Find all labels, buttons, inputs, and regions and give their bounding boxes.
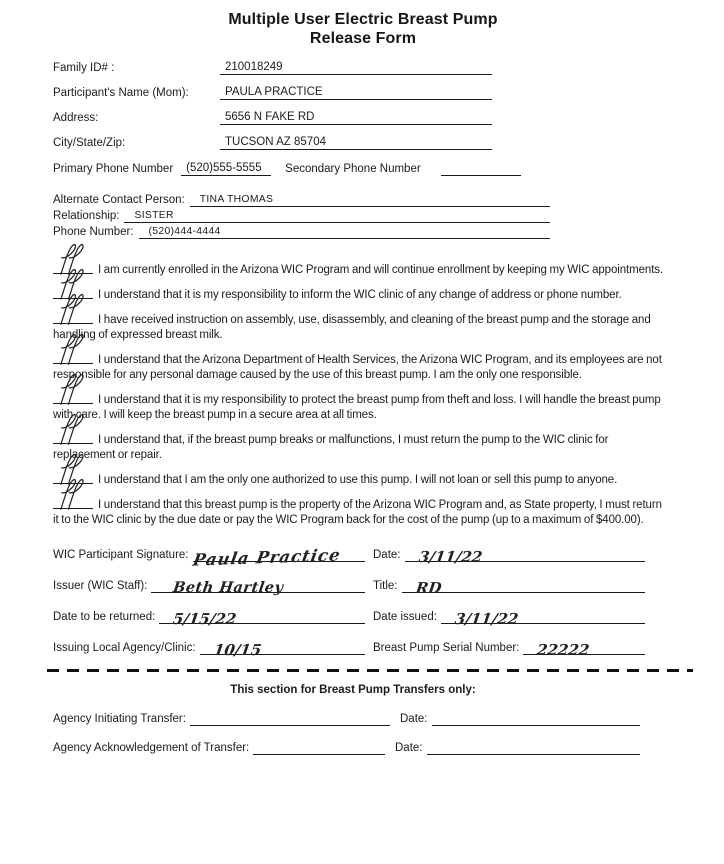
serial-number-value: 22222 xyxy=(536,641,591,659)
family-id-label: Family ID# : xyxy=(53,62,115,74)
title-value: RD xyxy=(414,579,443,597)
city-state-zip-row xyxy=(53,135,724,150)
transfer-date-field xyxy=(432,712,641,726)
participant-initials-mark xyxy=(55,372,87,406)
agency-initiating-label: Agency Initiating Transfer: xyxy=(53,713,186,725)
agency-acknowledgement-label: Agency Acknowledgement of Transfer: xyxy=(53,742,250,754)
date-to-be-returned-label: Date to be returned: xyxy=(53,611,156,623)
family-id-field xyxy=(220,60,492,75)
participant-info-section xyxy=(53,60,724,150)
clause-text: I understand that it is my responsibility to protect the breast pump from theft and loss. I will handle the breast pump with care. I will keep the breast pump in a secure area at all times. xyxy=(53,394,661,421)
signature-date-row xyxy=(53,545,645,570)
clause-liability xyxy=(53,353,670,383)
alt-phone-field xyxy=(139,226,550,239)
initials-line xyxy=(53,402,93,404)
issuer-title-row xyxy=(53,579,645,597)
return-issued-row xyxy=(53,610,645,628)
participant-initials-mark xyxy=(55,332,87,366)
participant-name-label: Participant's Name (Mom): xyxy=(53,87,189,99)
title-field xyxy=(402,579,646,597)
date-to-be-returned-value: 5/15/22 xyxy=(172,610,238,628)
issuer-value: Beth Hartley xyxy=(172,579,285,596)
secondary-phone-label: Secondary Phone Number xyxy=(285,163,421,175)
alternate-contact-label: Alternate Contact Person: xyxy=(53,194,185,206)
participant-initials-mark xyxy=(55,477,87,511)
participant-signature-value: Paula Practice xyxy=(190,545,342,570)
alternate-contact-value: TINA THOMAS xyxy=(199,194,274,205)
initials-line xyxy=(53,507,93,509)
participant-name-field xyxy=(220,85,492,100)
clause-text: I understand that it is my responsibility to inform the WIC clinic of any change of address or phone number. xyxy=(98,289,622,301)
agency-serial-row xyxy=(53,641,645,659)
clause-state-property xyxy=(53,498,670,528)
initials-line xyxy=(53,442,93,444)
address-label: Address: xyxy=(53,112,99,124)
clause-text: I have received instruction on assembly, use, disassembly, and cleaning of the breast pump and the storage and handling of expressed breast milk. xyxy=(53,314,651,341)
clause-instruction-received xyxy=(53,313,670,343)
dashed-divider xyxy=(47,669,693,672)
date-field xyxy=(405,548,646,566)
participant-name-value: PAULA PRACTICE xyxy=(225,86,323,98)
clause-sole-user xyxy=(53,473,670,488)
participant-initials-mark xyxy=(55,292,87,326)
transfer-section xyxy=(53,712,640,755)
issuing-agency-value: 10/15 xyxy=(212,641,263,659)
relationship-field xyxy=(124,210,550,223)
clause-theft-loss xyxy=(53,393,670,423)
alternate-contact-field xyxy=(190,194,550,207)
alternate-contact-section xyxy=(53,193,550,239)
transfer-section-heading: This section for Breast Pump Transfers only: xyxy=(230,684,476,696)
clause-malfunction xyxy=(53,433,670,463)
address-field xyxy=(220,110,492,125)
date-to-be-returned-field xyxy=(159,610,365,628)
city-state-zip-value: TUCSON AZ 85704 xyxy=(225,136,326,148)
agency-acknowledgement-row xyxy=(53,741,640,755)
serial-number-field xyxy=(523,641,645,659)
issuing-agency-label: Issuing Local Agency/Clinic: xyxy=(53,642,196,654)
agreement-clauses-section xyxy=(53,263,670,528)
date-issued-field xyxy=(441,610,645,628)
form-title-line1: Multiple User Electric Breast Pump xyxy=(228,11,498,28)
city-state-zip-label: City/State/Zip: xyxy=(53,137,126,149)
participant-name-row xyxy=(53,85,724,100)
alt-phone-row xyxy=(53,225,550,239)
address-value: 5656 N FAKE RD xyxy=(225,111,315,123)
clause-text: I understand that this breast pump is the property of the Arizona WIC Program and, as State property, I must return it to the WIC clinic by the due date or pay the WIC Program back for the cost of the pump (up to a maximum of $400.00). xyxy=(53,499,662,526)
primary-phone-label: Primary Phone Number xyxy=(53,163,174,175)
clause-address-change xyxy=(53,288,670,303)
issuer-label: Issuer (WIC Staff): xyxy=(53,580,148,592)
participant-initials-mark xyxy=(55,412,87,446)
date-label: Date: xyxy=(373,549,401,561)
clause-text: I understand that, if the breast pump breaks or malfunctions, I must return the pump to the WIC clinic for replacement or repair. xyxy=(53,434,609,461)
primary-phone-field xyxy=(181,161,271,176)
relationship-label: Relationship: xyxy=(53,210,120,222)
form-title-line2: Release Form xyxy=(309,30,417,47)
phone-numbers-row xyxy=(53,161,724,176)
serial-number-label: Breast Pump Serial Number: xyxy=(373,642,520,654)
alt-phone-value: (520)444-4444 xyxy=(148,226,221,237)
participant-signature-field xyxy=(190,545,365,570)
title-label: Title: xyxy=(373,580,398,592)
relationship-row xyxy=(53,209,550,223)
issuer-field xyxy=(151,579,365,596)
initials-line xyxy=(53,362,93,364)
ack-date-label: Date: xyxy=(395,742,423,754)
clause-text: I understand that the Arizona Department of Health Services, the Arizona WIC Program, and its employees are not responsible for any personal damage caused by the use of this breast pump. I am the only one responsible. xyxy=(53,354,662,381)
initials-line xyxy=(53,322,93,324)
form-title xyxy=(53,10,673,48)
date-issued-label: Date issued: xyxy=(373,611,437,623)
alt-phone-label: Phone Number: xyxy=(53,226,134,238)
clause-text: I understand that I am the only one authorized to use this pump. I will not loan or sell this pump to anyone. xyxy=(98,474,618,486)
transfer-date-label: Date: xyxy=(400,713,428,725)
secondary-phone-field xyxy=(441,161,521,176)
alternate-contact-row xyxy=(53,193,550,207)
primary-phone-value: (520)555-5555 xyxy=(186,162,262,174)
address-row xyxy=(53,110,724,125)
date-issued-value: 3/11/22 xyxy=(453,610,520,628)
relationship-value: SISTER xyxy=(134,210,174,221)
issuing-agency-field xyxy=(200,641,365,659)
family-id-row xyxy=(53,60,724,75)
clause-enrollment xyxy=(53,263,670,278)
signature-section xyxy=(53,545,645,659)
agency-initiating-field xyxy=(190,712,390,726)
agency-acknowledgement-field xyxy=(253,741,385,755)
agency-initiating-row xyxy=(53,712,640,726)
participant-signature-label: WIC Participant Signature: xyxy=(53,549,189,561)
city-state-zip-field xyxy=(220,135,492,150)
ack-date-field xyxy=(427,741,641,755)
family-id-value: 210018249 xyxy=(225,61,283,73)
clause-text: I am currently enrolled in the Arizona WIC Program and will continue enrollment by keeping my WIC appointments. xyxy=(98,264,664,276)
date-value: 3/11/22 xyxy=(417,548,483,566)
